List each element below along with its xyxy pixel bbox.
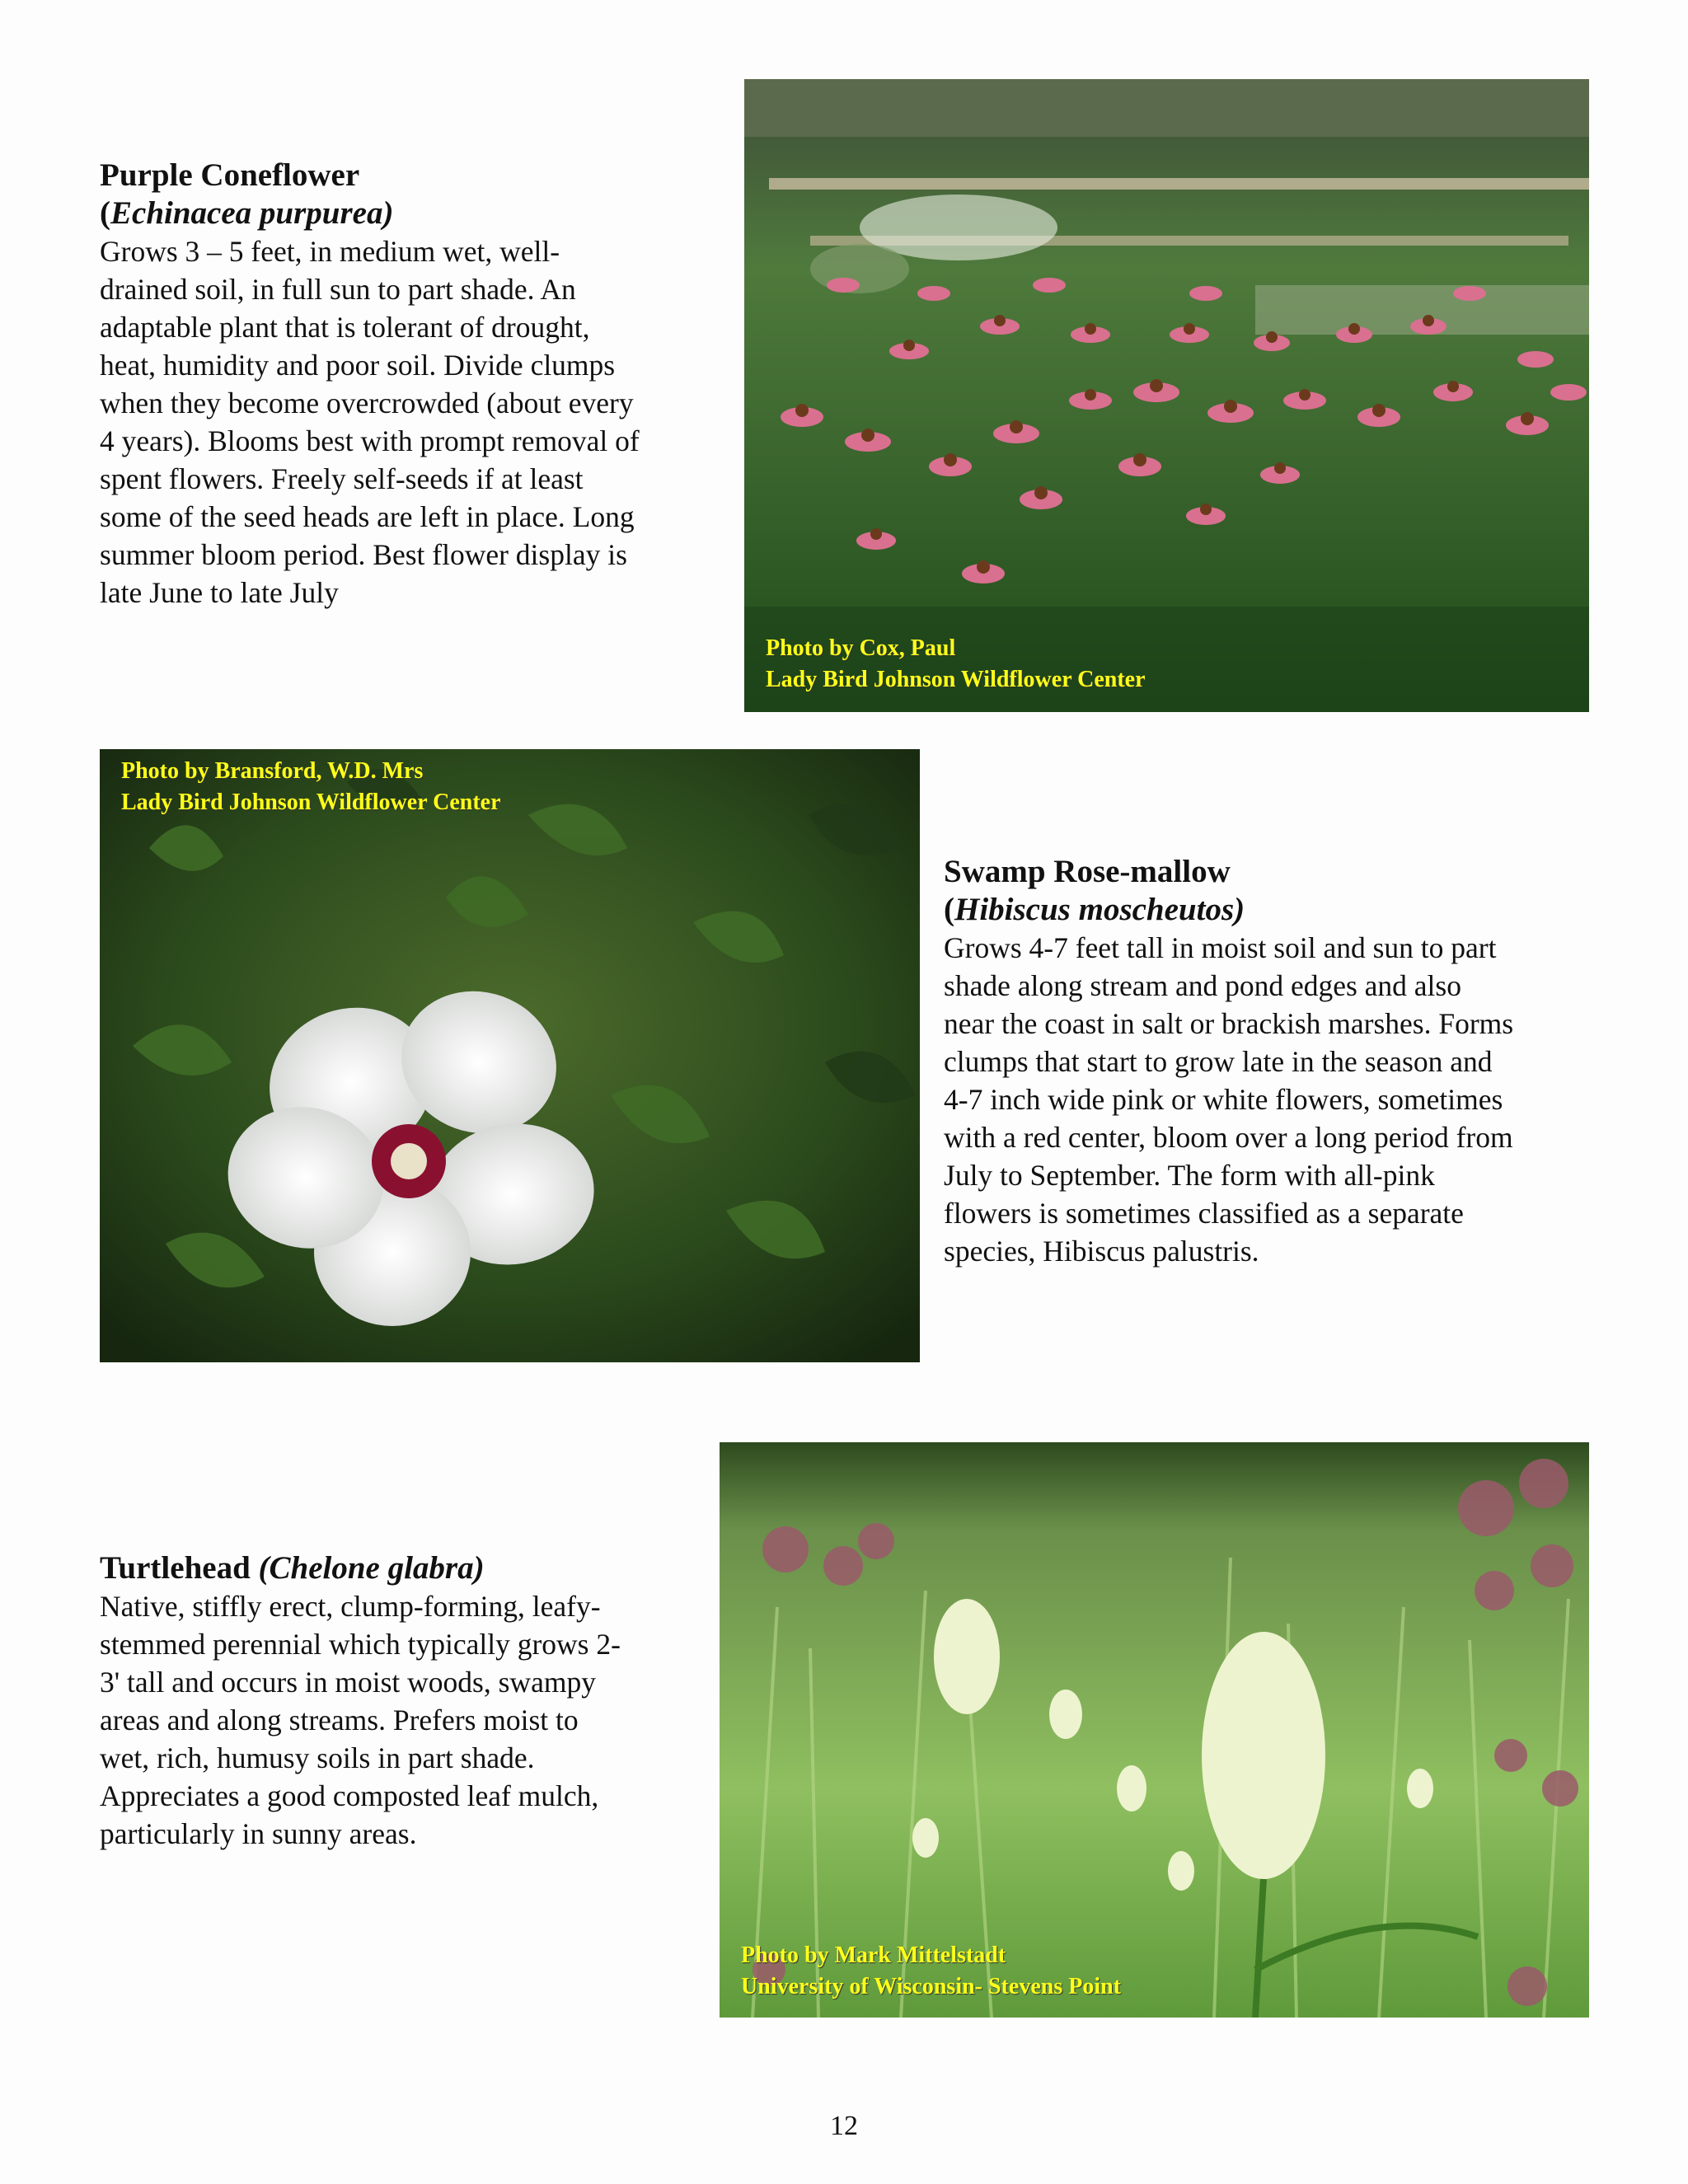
coneflower-photo-credit: Photo by Cox, Paul Lady Bird Johnson Wildflower Center [766, 635, 1146, 692]
coneflower-photo-graphic [744, 79, 1589, 712]
coneflower-photo [744, 79, 1589, 712]
turtlehead-scientific-name: (Chelone glabra) [258, 1550, 485, 1586]
rose-mallow-photo [100, 749, 920, 1362]
rose-mallow-scientific-name: (Hibiscus moscheutos) [944, 892, 1245, 927]
turtlehead-text [100, 1549, 710, 1853]
coneflower-common-name: Purple Coneflower [100, 157, 360, 193]
coneflower-text [100, 157, 726, 612]
turtlehead-photo-credit: Photo by Mark Mittelstadt University of Wisconsin- Stevens Point [741, 1943, 1121, 1999]
coneflower-scientific-name: (Echinacea purpurea) [100, 195, 394, 231]
turtlehead-photo [720, 1442, 1589, 2018]
coneflower-description: Grows 3 – 5 feet, in medium wet, well- drained soil, in full sun to part shade. An adaptable plant that is tolerant of drought, heat, humidity and poor soil. Divide clumps when they become overcrowded (about every 4 years). Blooms best with prompt removal of spent flowers. Freely self-seeds if at least some of the seed heads are left in place. Long summer bloom period. Best flower display is late June to late July [100, 235, 640, 609]
rose-mallow-photo-graphic [100, 749, 920, 1362]
rose-mallow-text [944, 853, 1603, 1270]
turtlehead-description: Native, stiffly erect, clump-forming, leafy- stemmed perennial which typically grows 2- 3' tall and occurs in moist woods, swampy areas and along streams. Prefers moist to wet, rich, humusy soils in part shade. Appreciates a good composted leaf mulch, particularly in sunny areas. [100, 1590, 621, 1850]
rose-mallow-common-name: Swamp Rose-mallow [944, 854, 1231, 889]
turtlehead-title [100, 1549, 710, 1587]
rose-mallow-photo-credit: Photo by Bransford, W.D. Mrs Lady Bird Johnson Wildflower Center [121, 758, 501, 815]
turtlehead-common-name: Turtlehead [100, 1550, 251, 1586]
page-number: 12 [830, 2111, 858, 2141]
rose-mallow-description: Grows 4-7 feet tall in moist soil and sun to part shade along stream and pond edges and also near the coast in salt or brackish marshes. Forms clumps that start to grow late in the season and 4-7 inch wide pink or white flowers, sometimes with a red center, bloom over a long period from July to September. The form with all-pink flowers is sometimes classified as a separate species, Hibiscus palustris. [944, 931, 1514, 1268]
turtlehead-photo-graphic [720, 1442, 1589, 2018]
